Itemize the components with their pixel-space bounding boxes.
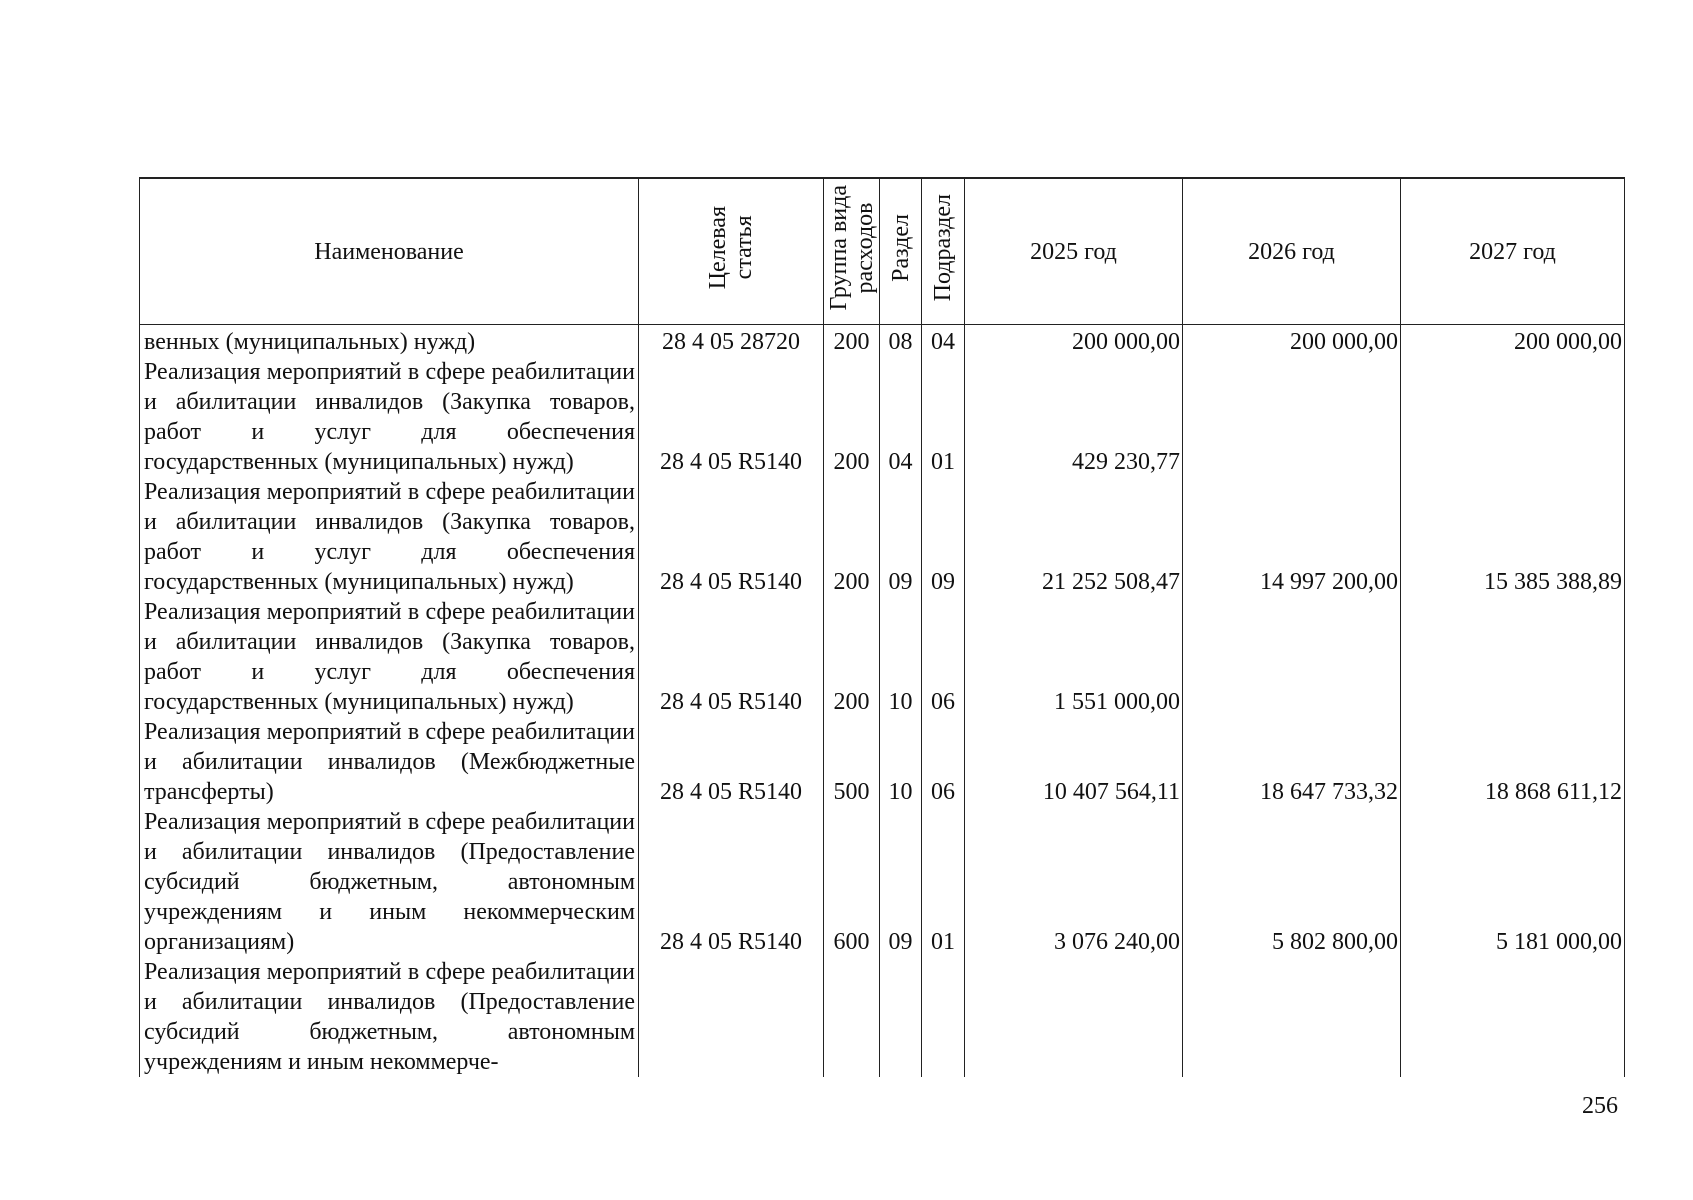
row-name: Реализация мероприятий в сфере реабилитации и абилитации инвалидов (Межбюджетные трансферты) (140, 717, 639, 807)
row-2026 (1183, 957, 1401, 1077)
row-target: 28 4 05 R5140 (639, 357, 824, 477)
row-target: 28 4 05 R5140 (639, 477, 824, 597)
row-2025: 21 252 508,47 (965, 477, 1183, 597)
row-2026: 200 000,00 (1183, 325, 1401, 358)
header-target: Целевая статья (639, 178, 824, 325)
row-2026: 5 802 800,00 (1183, 807, 1401, 957)
header-2025: 2025 год (965, 178, 1183, 325)
header-expense-group: Группа вида расходов (824, 178, 880, 325)
row-subsection: 01 (922, 807, 965, 957)
row-2025: 1 551 000,00 (965, 597, 1183, 717)
budget-table (139, 177, 1625, 1077)
row-section: 09 (880, 807, 922, 957)
row-group: 500 (824, 717, 880, 807)
row-2027: 18 868 611,12 (1401, 717, 1625, 807)
table-row (140, 807, 1625, 957)
table-row (140, 957, 1625, 1077)
row-group: 200 (824, 477, 880, 597)
row-subsection: 09 (922, 477, 965, 597)
row-subsection: 06 (922, 597, 965, 717)
row-target: 28 4 05 28720 (639, 325, 824, 358)
row-section: 08 (880, 325, 922, 358)
row-group: 200 (824, 325, 880, 358)
row-2026 (1183, 597, 1401, 717)
row-section: 09 (880, 477, 922, 597)
row-2027: 5 181 000,00 (1401, 807, 1625, 957)
table-row (140, 357, 1625, 477)
header-2027: 2027 год (1401, 178, 1625, 325)
row-2027: 200 000,00 (1401, 325, 1625, 358)
row-subsection: 01 (922, 357, 965, 477)
row-target (639, 957, 824, 1077)
table-header (140, 178, 1625, 325)
row-group: 600 (824, 807, 880, 957)
row-name: Реализация мероприятий в сфере реабилитации и абилитации инвалидов (Закупка товаров, работ и услуг для обеспечения государственных (муниципальных) нужд) (140, 597, 639, 717)
row-2026 (1183, 357, 1401, 477)
header-subsection: Подраздел (922, 178, 965, 325)
table-row (140, 717, 1625, 807)
row-name: Реализация мероприятий в сфере реабилитации и абилитации инвалидов (Предоставление субсидий бюджетным, автономным учреждениям и иным некоммерче- (140, 957, 639, 1077)
header-2026: 2026 год (1183, 178, 1401, 325)
row-group: 200 (824, 357, 880, 477)
row-name: Реализация мероприятий в сфере реабилитации и абилитации инвалидов (Закупка товаров, работ и услуг для обеспечения государственных (муниципальных) нужд) (140, 477, 639, 597)
row-name: Реализация мероприятий в сфере реабилитации и абилитации инвалидов (Предоставление субсидий бюджетным, автономным учреждениям и иным некоммерческим организациям) (140, 807, 639, 957)
row-group (824, 957, 880, 1077)
table-body (140, 325, 1625, 1078)
table-row (140, 325, 1625, 358)
row-name: Реализация мероприятий в сфере реабилитации и абилитации инвалидов (Закупка товаров, работ и услуг для обеспечения государственных (муниципальных) нужд) (140, 357, 639, 477)
row-section: 04 (880, 357, 922, 477)
row-group: 200 (824, 597, 880, 717)
row-2025 (965, 957, 1183, 1077)
row-2025: 429 230,77 (965, 357, 1183, 477)
row-target: 28 4 05 R5140 (639, 597, 824, 717)
table-row (140, 597, 1625, 717)
row-target: 28 4 05 R5140 (639, 807, 824, 957)
row-subsection: 04 (922, 325, 965, 358)
row-section (880, 957, 922, 1077)
row-section: 10 (880, 597, 922, 717)
row-2025: 200 000,00 (965, 325, 1183, 358)
row-2027 (1401, 957, 1625, 1077)
table-row (140, 477, 1625, 597)
row-subsection: 06 (922, 717, 965, 807)
row-2026: 18 647 733,32 (1183, 717, 1401, 807)
header-name: Наименование (140, 178, 639, 325)
row-2027 (1401, 597, 1625, 717)
row-2025: 10 407 564,11 (965, 717, 1183, 807)
row-target: 28 4 05 R5140 (639, 717, 824, 807)
row-2027: 15 385 388,89 (1401, 477, 1625, 597)
row-2026: 14 997 200,00 (1183, 477, 1401, 597)
row-name: венных (муниципальных) нужд) (140, 325, 639, 358)
row-2025: 3 076 240,00 (965, 807, 1183, 957)
page-number: 256 (1582, 1093, 1618, 1119)
row-section: 10 (880, 717, 922, 807)
row-subsection (922, 957, 965, 1077)
header-section: Раздел (880, 178, 922, 325)
row-2027 (1401, 357, 1625, 477)
